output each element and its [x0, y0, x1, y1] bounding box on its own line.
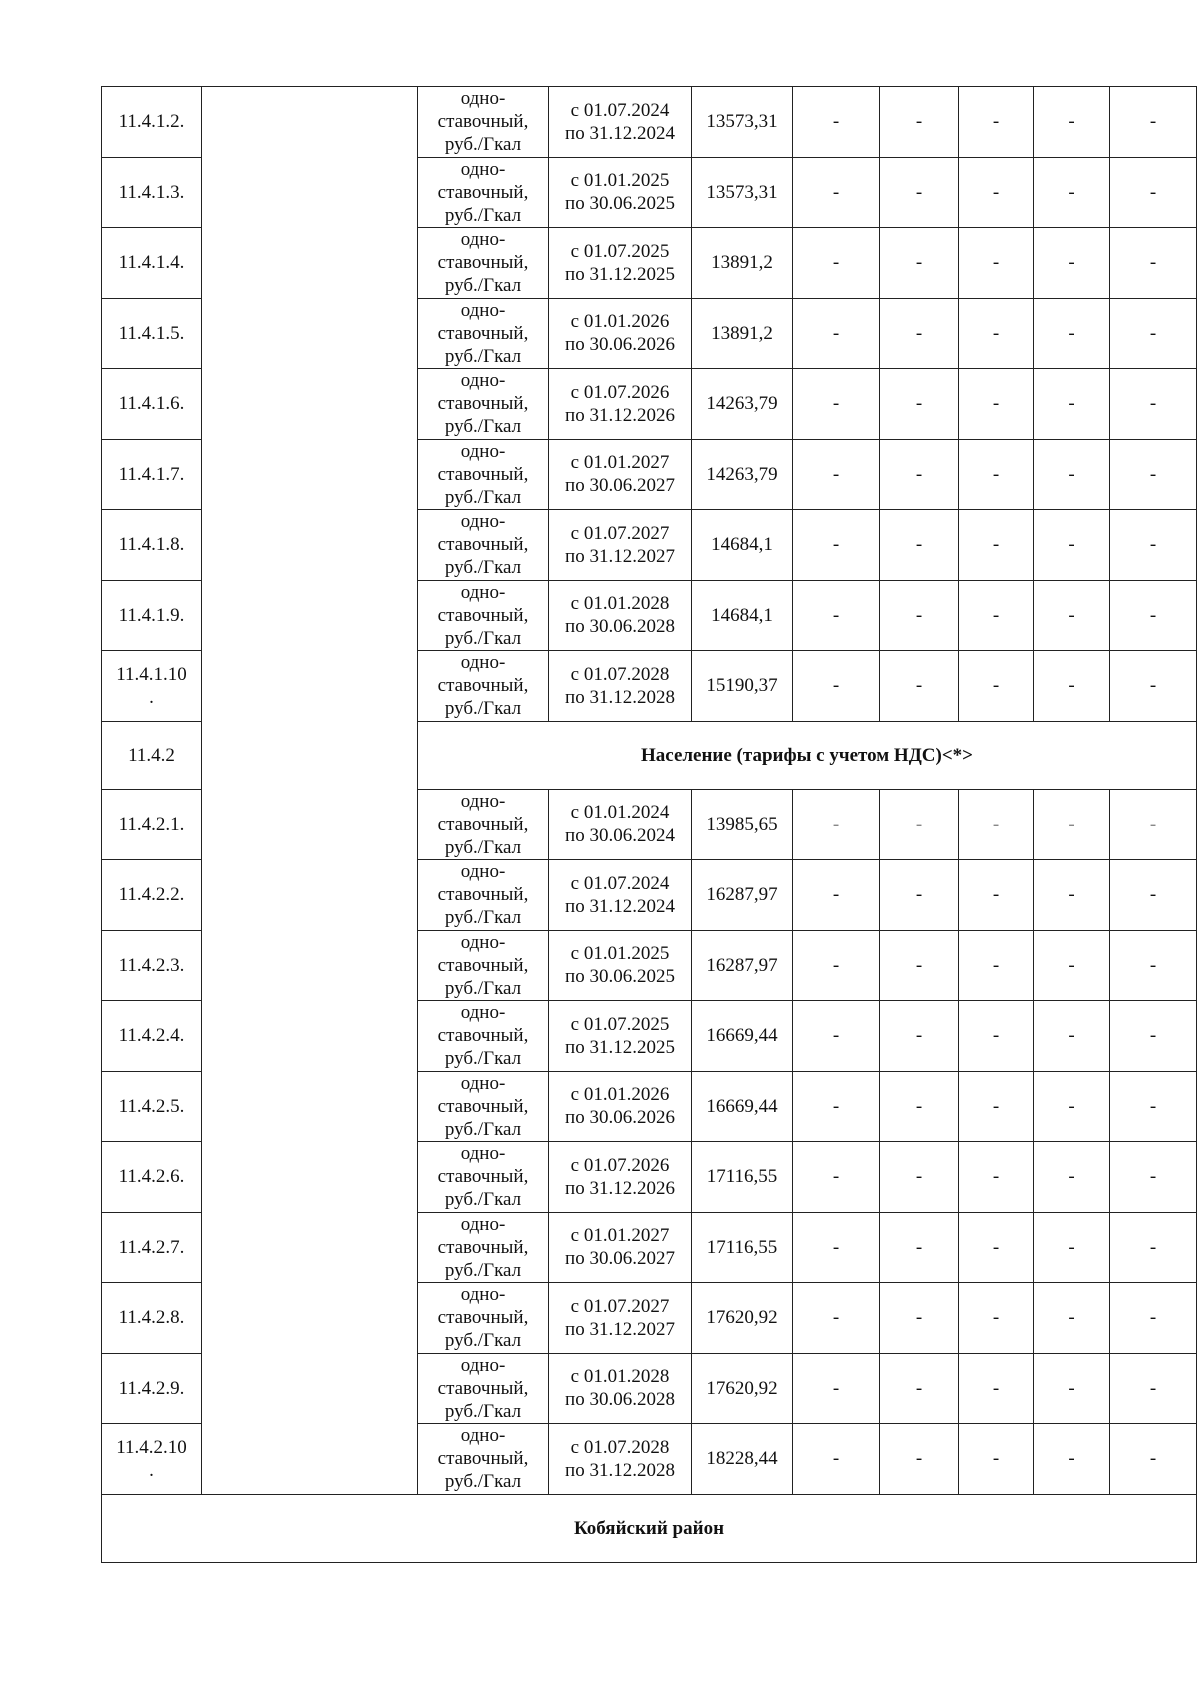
rate-type-cell: одно- ставочный, руб./Гкал [418, 87, 549, 158]
rate-type-cell: одно- ставочный, руб./Гкал [418, 1001, 549, 1072]
empty-value-dash: - [1110, 157, 1197, 228]
row-code: 11.4.2.2. [102, 860, 202, 931]
empty-value-dash: - [880, 87, 959, 158]
empty-value-dash: - [1110, 1283, 1197, 1354]
period-cell [549, 860, 692, 931]
empty-value-dash: - [793, 439, 880, 510]
period-cell [549, 298, 692, 369]
empty-value-dash: - [959, 228, 1034, 299]
empty-value-dash: - [959, 651, 1034, 722]
rate-type-cell: одно- ставочный, руб./Гкал [418, 1353, 549, 1424]
period-to: по 30.06.2024 [565, 825, 675, 847]
empty-value-dash: - [959, 1212, 1034, 1283]
empty-value-dash: - [793, 1071, 880, 1142]
empty-value-dash: - [1034, 1353, 1110, 1424]
tariff-value: 17116,55 [692, 1212, 793, 1283]
tariff-value: 13891,2 [692, 228, 793, 299]
period-from: с 01.07.2028 [570, 663, 670, 685]
empty-value-dash: - [880, 580, 959, 651]
rate-type-cell: одно- ставочный, руб./Гкал [418, 1071, 549, 1142]
empty-value-dash: - [793, 651, 880, 722]
tariff-value: 17620,92 [692, 1283, 793, 1354]
empty-value-dash: - [793, 87, 880, 158]
period-cell [549, 1424, 692, 1495]
empty-value-dash: - [1110, 651, 1197, 722]
row-code: 11.4.1.2. [102, 87, 202, 158]
row-code: 11.4.2.4. [102, 1001, 202, 1072]
empty-value-dash: - [1110, 369, 1197, 440]
row-code: 11.4.1.5. [102, 298, 202, 369]
rate-type-cell: одно- ставочный, руб./Гкал [418, 1283, 549, 1354]
tariff-value: 14684,1 [692, 510, 793, 581]
empty-value-dash: - [1110, 1353, 1197, 1424]
period-from: с 01.01.2026 [570, 311, 670, 333]
empty-value-dash: - [880, 1283, 959, 1354]
tariff-value: 17620,92 [692, 1353, 793, 1424]
empty-value-dash: - [1034, 1212, 1110, 1283]
empty-value-dash: - [880, 228, 959, 299]
empty-value-dash: - [880, 298, 959, 369]
empty-value-dash: - [793, 580, 880, 651]
tariff-value: 14263,79 [692, 439, 793, 510]
period-from: с 01.07.2024 [570, 99, 670, 121]
empty-value-dash: - [1110, 510, 1197, 581]
period-cell [549, 369, 692, 440]
period-to: по 30.06.2027 [565, 1248, 675, 1270]
tariff-value: 16287,97 [692, 860, 793, 931]
period-to: по 30.06.2025 [565, 193, 675, 215]
empty-value-dash: - [880, 1142, 959, 1213]
empty-value-dash: - [793, 1283, 880, 1354]
section-title: Население (тарифы с учетом НДС)<*> [418, 721, 1197, 789]
rate-type-cell: одно- ставочный, руб./Гкал [418, 439, 549, 510]
empty-value-dash: - [959, 1142, 1034, 1213]
empty-value-dash: - [880, 1212, 959, 1283]
empty-value-dash: - [1034, 580, 1110, 651]
empty-value-dash: - [959, 1283, 1034, 1354]
period-cell [549, 510, 692, 581]
tariff-value: 13891,2 [692, 298, 793, 369]
empty-value-dash: - [880, 1071, 959, 1142]
period-cell [549, 1001, 692, 1072]
empty-value-dash: - [793, 298, 880, 369]
empty-value-dash: - [1110, 930, 1197, 1001]
period-from: с 01.01.2026 [570, 1084, 670, 1106]
row-code: 11.4.1.3. [102, 157, 202, 228]
empty-value-dash: - [793, 1212, 880, 1283]
empty-value-dash: - [959, 1001, 1034, 1072]
empty-value-dash: - [959, 157, 1034, 228]
period-to: по 30.06.2028 [565, 616, 675, 638]
empty-value-dash: - [959, 369, 1034, 440]
empty-value-dash: - [1110, 298, 1197, 369]
period-to: по 30.06.2026 [565, 334, 675, 356]
tariff-value: 13573,31 [692, 157, 793, 228]
period-cell [549, 439, 692, 510]
empty-value-dash: - [959, 439, 1034, 510]
section-code: 11.4.2 [102, 721, 202, 789]
period-cell [549, 930, 692, 1001]
rate-type-cell: одно- ставочный, руб./Гкал [418, 1424, 549, 1495]
rate-type-cell: одно- ставочный, руб./Гкал [418, 651, 549, 722]
period-from: с 01.07.2026 [570, 381, 670, 403]
rate-type-cell: одно- ставочный, руб./Гкал [418, 1142, 549, 1213]
period-cell [549, 580, 692, 651]
empty-value-dash: - [1110, 1212, 1197, 1283]
period-cell [549, 1283, 692, 1354]
tariff-value: 16669,44 [692, 1001, 793, 1072]
empty-value-dash: - [793, 789, 880, 860]
rate-type-cell: одно- ставочный, руб./Гкал [418, 1212, 549, 1283]
period-to: по 31.12.2027 [565, 1318, 675, 1340]
empty-value-dash: - [1034, 860, 1110, 931]
period-from: с 01.01.2025 [570, 943, 670, 965]
empty-value-dash: - [1034, 930, 1110, 1001]
row-code: 11.4.1.7. [102, 439, 202, 510]
empty-value-dash: - [1034, 157, 1110, 228]
empty-value-dash: - [793, 1424, 880, 1495]
empty-value-dash: - [793, 157, 880, 228]
row-code: 11.4.1.6. [102, 369, 202, 440]
tariff-value: 17116,55 [692, 1142, 793, 1213]
tariff-value: 13985,65 [692, 789, 793, 860]
period-from: с 01.01.2028 [570, 1366, 670, 1388]
period-from: с 01.07.2026 [570, 1154, 670, 1176]
tariff-table [101, 86, 1197, 1563]
period-to: по 31.12.2028 [565, 1459, 675, 1481]
empty-value-dash: - [1034, 1283, 1110, 1354]
empty-value-dash: - [1110, 1424, 1197, 1495]
empty-value-dash: - [793, 228, 880, 299]
period-to: по 31.12.2027 [565, 545, 675, 567]
empty-value-dash: - [1034, 510, 1110, 581]
period-to: по 31.12.2026 [565, 1177, 675, 1199]
rate-type-cell: одно- ставочный, руб./Гкал [418, 789, 549, 860]
period-to: по 30.06.2025 [565, 966, 675, 988]
period-cell [549, 789, 692, 860]
empty-value-dash: - [793, 369, 880, 440]
rate-type-cell: одно- ставочный, руб./Гкал [418, 510, 549, 581]
empty-value-dash: - [1110, 789, 1197, 860]
empty-value-dash: - [1034, 1142, 1110, 1213]
empty-value-dash: - [1034, 439, 1110, 510]
empty-value-dash: - [959, 860, 1034, 931]
empty-value-dash: - [959, 510, 1034, 581]
period-to: по 31.12.2025 [565, 263, 675, 285]
empty-value-dash: - [793, 860, 880, 931]
row-code: 11.4.1.10 . [102, 651, 202, 722]
row-code: 11.4.2.6. [102, 1142, 202, 1213]
empty-value-dash: - [793, 1142, 880, 1213]
empty-value-dash: - [1034, 1001, 1110, 1072]
empty-value-dash: - [880, 1001, 959, 1072]
tariff-value: 16669,44 [692, 1071, 793, 1142]
empty-value-dash: - [959, 580, 1034, 651]
row-code: 11.4.2.7. [102, 1212, 202, 1283]
period-from: с 01.01.2025 [570, 170, 670, 192]
period-to: по 31.12.2028 [565, 686, 675, 708]
empty-value-dash: - [959, 1353, 1034, 1424]
row-code: 11.4.2.5. [102, 1071, 202, 1142]
rate-type-cell: одно- ставочный, руб./Гкал [418, 228, 549, 299]
rate-type-cell: одно- ставочный, руб./Гкал [418, 369, 549, 440]
period-to: по 31.12.2024 [565, 122, 675, 144]
tariff-value: 15190,37 [692, 651, 793, 722]
period-cell [549, 1071, 692, 1142]
period-from: с 01.01.2027 [570, 452, 670, 474]
empty-value-dash: - [959, 87, 1034, 158]
empty-value-dash: - [1110, 87, 1197, 158]
tariff-value: 14263,79 [692, 369, 793, 440]
district-title: Кобяйский район [102, 1494, 1197, 1562]
tariff-value: 18228,44 [692, 1424, 793, 1495]
row-code: 11.4.2.1. [102, 789, 202, 860]
period-cell [549, 1353, 692, 1424]
empty-value-dash: - [1034, 1071, 1110, 1142]
empty-value-dash: - [959, 789, 1034, 860]
empty-value-dash: - [1110, 1071, 1197, 1142]
empty-value-dash: - [1110, 1142, 1197, 1213]
empty-value-dash: - [959, 1424, 1034, 1495]
row-code: 11.4.2.10 . [102, 1424, 202, 1495]
period-from: с 01.01.2024 [570, 802, 670, 824]
empty-value-dash: - [1034, 87, 1110, 158]
period-cell [549, 157, 692, 228]
tariff-value: 16287,97 [692, 930, 793, 1001]
empty-value-dash: - [1110, 228, 1197, 299]
empty-value-dash: - [793, 930, 880, 1001]
empty-value-dash: - [880, 1424, 959, 1495]
empty-value-dash: - [880, 789, 959, 860]
empty-value-dash: - [1034, 1424, 1110, 1495]
empty-value-dash: - [880, 157, 959, 228]
row-code: 11.4.1.4. [102, 228, 202, 299]
period-to: по 31.12.2024 [565, 895, 675, 917]
empty-value-dash: - [880, 1353, 959, 1424]
empty-value-dash: - [1034, 228, 1110, 299]
tariff-value: 14684,1 [692, 580, 793, 651]
empty-value-dash: - [959, 930, 1034, 1001]
rate-type-cell: одно- ставочный, руб./Гкал [418, 860, 549, 931]
period-from: с 01.07.2028 [570, 1436, 670, 1458]
empty-value-dash: - [880, 369, 959, 440]
period-to: по 31.12.2025 [565, 1036, 675, 1058]
row-code: 11.4.2.9. [102, 1353, 202, 1424]
empty-value-dash: - [1034, 651, 1110, 722]
period-from: с 01.07.2027 [570, 522, 670, 544]
empty-value-dash: - [793, 510, 880, 581]
empty-value-dash: - [1034, 789, 1110, 860]
period-from: с 01.07.2025 [570, 1013, 670, 1035]
rate-type-cell: одно- ставочный, руб./Гкал [418, 930, 549, 1001]
period-to: по 30.06.2027 [565, 475, 675, 497]
rate-type-cell: одно- ставочный, руб./Гкал [418, 298, 549, 369]
period-cell [549, 651, 692, 722]
period-from: с 01.01.2028 [570, 593, 670, 615]
period-to: по 30.06.2028 [565, 1389, 675, 1411]
period-cell [549, 228, 692, 299]
period-from: с 01.07.2025 [570, 240, 670, 262]
period-cell [549, 1212, 692, 1283]
empty-value-dash: - [1110, 1001, 1197, 1072]
empty-value-dash: - [880, 510, 959, 581]
period-cell [549, 87, 692, 158]
empty-value-dash: - [880, 439, 959, 510]
tariff-value: 13573,31 [692, 87, 793, 158]
empty-value-dash: - [880, 930, 959, 1001]
organization-cell [202, 87, 418, 1495]
empty-value-dash: - [959, 298, 1034, 369]
row-code: 11.4.2.8. [102, 1283, 202, 1354]
period-from: с 01.07.2024 [570, 872, 670, 894]
table-row [102, 87, 1197, 158]
empty-value-dash: - [1110, 439, 1197, 510]
rate-type-cell: одно- ставочный, руб./Гкал [418, 157, 549, 228]
row-code: 11.4.2.3. [102, 930, 202, 1001]
row-code: 11.4.1.8. [102, 510, 202, 581]
period-to: по 30.06.2026 [565, 1107, 675, 1129]
empty-value-dash: - [1034, 298, 1110, 369]
period-from: с 01.01.2027 [570, 1225, 670, 1247]
period-to: по 31.12.2026 [565, 404, 675, 426]
empty-value-dash: - [959, 1071, 1034, 1142]
district-row [102, 1494, 1197, 1562]
empty-value-dash: - [1110, 860, 1197, 931]
empty-value-dash: - [793, 1353, 880, 1424]
empty-value-dash: - [793, 1001, 880, 1072]
empty-value-dash: - [880, 860, 959, 931]
period-cell [549, 1142, 692, 1213]
rate-type-cell: одно- ставочный, руб./Гкал [418, 580, 549, 651]
empty-value-dash: - [1034, 369, 1110, 440]
empty-value-dash: - [880, 651, 959, 722]
period-from: с 01.07.2027 [570, 1295, 670, 1317]
empty-value-dash: - [1110, 580, 1197, 651]
row-code: 11.4.1.9. [102, 580, 202, 651]
